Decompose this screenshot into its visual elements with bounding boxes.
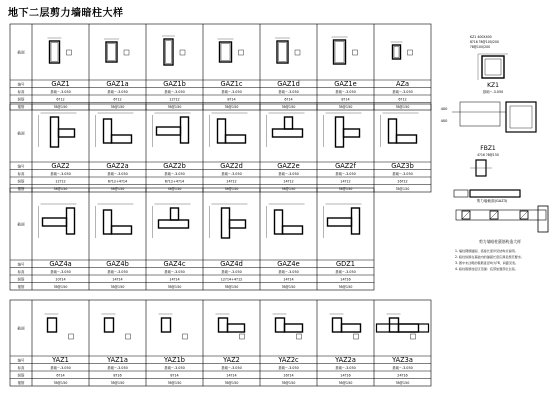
column-outline <box>157 127 181 135</box>
column-stirrup: ?8@150 <box>338 186 353 191</box>
column-outline <box>181 117 189 143</box>
column-outline <box>67 208 75 234</box>
grid-row-frame <box>10 24 431 110</box>
column-outline <box>228 324 245 332</box>
column-outline <box>226 135 246 143</box>
column-stirrup: ?8@150 <box>395 380 410 385</box>
column-rebar: 14?12 <box>226 179 237 184</box>
gaz3-wall <box>470 190 520 197</box>
column-outline <box>390 318 399 332</box>
column-elevation: 基础~-3.050 <box>221 89 242 94</box>
wall-symbol <box>240 334 245 339</box>
row-label-section: 截面 <box>17 222 25 227</box>
dimension-text: 400 <box>440 107 448 111</box>
column-name: GAZ2d <box>220 162 243 170</box>
column-elevation: 基础~-3.050 <box>392 89 413 94</box>
column-section-sketch <box>330 314 361 339</box>
column-name: GAZ2b <box>163 162 186 170</box>
column-rebar: 6?14 <box>284 97 293 102</box>
column-elevation: 基础~-3.050 <box>221 365 242 370</box>
column-name: GAZ1b <box>163 80 186 88</box>
column-rebar: 6?12 <box>398 97 407 102</box>
column-name: GAZ4b <box>106 260 129 268</box>
column-rebar: 8?14 <box>170 373 179 378</box>
row-label-rebar: 纵筋 <box>17 97 25 102</box>
column-elevation: 基础~-3.050 <box>335 269 356 274</box>
stirrup-outline <box>394 47 399 58</box>
column-outline <box>397 135 417 143</box>
column-section-sketch <box>210 113 248 147</box>
column-section-sketch <box>45 314 74 339</box>
column-name: GAZ2 <box>51 162 70 170</box>
column-outline <box>159 220 189 228</box>
column-rebar: 14?14 <box>283 277 294 282</box>
column-stirrup: ?8@150 <box>338 104 353 109</box>
column-section-sketch <box>96 113 134 147</box>
column-section-sketch <box>153 113 191 147</box>
column-section-sketch <box>210 204 248 238</box>
column-section-sketch <box>332 37 358 64</box>
column-stirrup: ?8@150 <box>110 284 125 289</box>
stirrup-outline <box>279 43 287 62</box>
column-elevation: 基础~-3.050 <box>107 365 128 370</box>
detail-note: 4. 暗柱箍筋加密区范围：底部加强部位全高。 <box>455 267 518 271</box>
column-outline <box>334 40 346 64</box>
column-stirrup: ?8@150 <box>281 284 296 289</box>
column-rebar: 14?16 <box>340 373 351 378</box>
column-outline <box>104 210 112 234</box>
column-outline <box>218 119 226 143</box>
wall-symbol <box>295 50 300 55</box>
column-name: GAZ4c <box>163 260 186 268</box>
wall-symbol <box>69 334 74 339</box>
column-name: YAZ1a <box>107 356 128 364</box>
detail-stirrup <box>510 106 532 128</box>
row-label-rebar: 纵筋 <box>17 373 25 378</box>
row-label-section: 截面 <box>17 131 25 136</box>
side-details <box>452 54 548 232</box>
column-name: GAZ4a <box>49 260 72 268</box>
detail-note: 1. 墙柱钢筋锚固、搭接长度详见结构总说明。 <box>455 249 518 253</box>
column-outline <box>220 42 232 62</box>
column-rebar: 8?14 <box>227 97 236 102</box>
column-rebar: 6?12+4?14 <box>107 179 128 184</box>
column-rebar: 6?14 <box>56 373 65 378</box>
gaz3-label: 剪力墙截面(GAZ3) <box>476 199 508 203</box>
column-elevation: 基础~-3.050 <box>335 171 356 176</box>
column-rebar: 6?12 <box>56 97 65 102</box>
column-name: GAZ3b <box>391 162 414 170</box>
column-name: GAZ1c <box>220 80 243 88</box>
wall-symbol <box>239 50 244 55</box>
kz1-stirrup <box>485 59 501 75</box>
column-section-sketch <box>39 204 77 238</box>
wall-symbol <box>354 334 359 339</box>
column-stirrup: ?8@150 <box>395 104 410 109</box>
column-outline <box>393 45 401 59</box>
column-outline <box>51 117 59 147</box>
column-stirrup: ?8@150 <box>110 104 125 109</box>
column-section-sketch <box>153 204 191 238</box>
column-rebar: 14?16 <box>340 277 351 282</box>
column-name: GDZ1 <box>336 260 355 268</box>
row-label-section: 截面 <box>17 326 25 331</box>
column-outline <box>104 119 112 143</box>
fbz1-label: FBZ1 <box>480 145 496 152</box>
column-elevation: 基础~-3.050 <box>50 89 71 94</box>
row-label-elev: 标高 <box>17 89 25 94</box>
stirrup-outline <box>221 44 230 61</box>
column-stirrup: ?8@150 <box>395 186 410 191</box>
column-outline <box>43 218 67 226</box>
kz1-note: ?8@100/200 <box>470 45 491 49</box>
column-section-sketch <box>159 314 188 339</box>
gaz3-end <box>454 190 468 197</box>
column-rebar: 6?12 <box>113 97 122 102</box>
column-rebar: 6?12+4?14 <box>164 179 185 184</box>
row-label-name: 编号 <box>17 262 25 267</box>
column-stirrup: ?8@150 <box>281 104 296 109</box>
row-label-elev: 标高 <box>17 171 25 176</box>
column-outline <box>230 220 246 228</box>
column-rebar: 24?16 <box>397 373 408 378</box>
column-name: YAZ1b <box>164 356 185 364</box>
column-stirrup: ?8@150 <box>53 380 68 385</box>
column-section-sketch <box>162 36 185 65</box>
wall-symbol <box>126 334 131 339</box>
column-section-sketch <box>102 314 131 339</box>
column-elevation: 基础~-3.050 <box>107 89 128 94</box>
detail-title: 剪力墙暗柱箍筋构造大样 <box>479 239 521 244</box>
column-outline <box>59 129 75 137</box>
column-name: GAZ1e <box>334 80 357 88</box>
stirrup-outline <box>166 41 172 64</box>
column-outline <box>342 324 361 332</box>
column-elevation: 基础~-3.050 <box>278 365 299 370</box>
hatch-line <box>462 211 470 219</box>
column-outline <box>352 208 360 234</box>
column-rebar: 12?14+4?12 <box>220 277 243 282</box>
column-outline <box>328 218 352 226</box>
wall-symbol <box>180 50 185 55</box>
column-outline <box>333 318 342 332</box>
column-rebar: 10?14 <box>55 277 66 282</box>
column-outline <box>171 208 179 220</box>
column-elevation: 基础~-3.050 <box>392 171 413 176</box>
column-stirrup: ?8@150 <box>224 284 239 289</box>
column-stirrup: ?8@150 <box>167 284 182 289</box>
column-rebar: 8?14 <box>341 97 350 102</box>
column-name: AZa <box>395 80 410 88</box>
wall-symbol <box>67 50 72 55</box>
wall-symbol <box>183 334 188 339</box>
stirrup-outline <box>51 43 58 62</box>
column-elevation: 基础~-3.050 <box>107 171 128 176</box>
dimension-text: 400 <box>440 119 448 123</box>
column-outline <box>222 208 230 238</box>
column-outline <box>276 318 285 332</box>
column-name: YAZ1 <box>52 356 69 364</box>
hatch-line <box>490 211 498 219</box>
column-name: GAZ4d <box>220 260 243 268</box>
column-section-sketch <box>267 113 305 147</box>
column-section-sketch <box>381 113 419 147</box>
column-section-sketch <box>48 38 72 63</box>
column-outline <box>389 119 397 143</box>
row-label-section: 截面 <box>17 50 25 55</box>
column-outline <box>344 129 360 137</box>
column-stirrup: ?8@150 <box>224 104 239 109</box>
column-name: YAZ2a <box>335 356 356 364</box>
column-stirrup: ?8@150 <box>224 380 239 385</box>
kz1-label: KZ1 <box>487 82 499 89</box>
column-section-sketch <box>96 204 134 238</box>
column-outline <box>273 129 303 137</box>
column-elevation: 基础~-3.050 <box>164 365 185 370</box>
column-outline <box>219 318 228 332</box>
detail-note: 2. 暗柱纵筋在基础内的锚固长度应满足规范要求。 <box>455 255 524 259</box>
column-stirrup: ?8@150 <box>53 186 68 191</box>
kz1-outline <box>482 56 504 78</box>
column-elevation: 基础~-3.050 <box>278 269 299 274</box>
row-label-elev: 标高 <box>17 269 25 274</box>
wall-symbol <box>297 334 302 339</box>
column-name: GAZ4e <box>277 260 300 268</box>
column-section-sketch <box>324 204 362 238</box>
kz1-elevation: 基础~-3.050 <box>482 90 504 94</box>
column-outline <box>275 210 283 234</box>
row-label-elev: 标高 <box>17 365 25 370</box>
column-rebar: 12?12 <box>55 179 66 184</box>
column-outline <box>285 324 303 332</box>
column-section-sketch <box>377 314 429 339</box>
column-outline <box>399 324 419 332</box>
column-section-sketch <box>273 314 303 339</box>
column-rebar: 14?12 <box>340 179 351 184</box>
detail-column <box>506 102 536 132</box>
column-name: GAZ1a <box>106 80 129 88</box>
column-outline <box>112 226 132 234</box>
kz1-note: 8?16 ?8@100/200 <box>470 40 499 44</box>
column-elevation: 基础~-3.050 <box>164 89 185 94</box>
column-stirrup: ?8@150 <box>281 186 296 191</box>
hatch-line <box>520 211 528 219</box>
row-label-stir: 箍筋 <box>17 380 25 385</box>
grid-row-frame <box>10 104 431 192</box>
column-rebar: 8?16 <box>113 373 122 378</box>
column-rebar: 12?12 <box>169 97 180 102</box>
column-elevation: 基础~-3.050 <box>335 89 356 94</box>
column-name: GAZ2f <box>335 162 356 170</box>
column-elevation: 基础~-3.050 <box>164 269 185 274</box>
column-name: YAZ3a <box>392 356 413 364</box>
column-section-sketch <box>39 113 77 147</box>
fbz1-note: 4?16 ?8@150 <box>477 153 499 157</box>
column-elevation: 基础~-3.050 <box>221 171 242 176</box>
column-name: GAZ2e <box>277 162 300 170</box>
column-stirrup: ?8@150 <box>338 380 353 385</box>
column-section-sketch <box>391 42 413 59</box>
column-outline <box>48 318 57 332</box>
column-stirrup: ?8@150 <box>167 104 182 109</box>
row-label-name: 编号 <box>17 358 25 363</box>
column-outline <box>377 324 429 332</box>
column-name: GAZ2a <box>106 162 129 170</box>
page-title: 地下二层剪力墙暗柱大样 <box>8 8 124 19</box>
row-label-stir: 箍筋 <box>17 186 25 191</box>
column-elevation: 基础~-3.050 <box>278 89 299 94</box>
column-stirrup: ?8@150 <box>110 186 125 191</box>
column-stirrup: ?8@150 <box>281 380 296 385</box>
column-stirrup: ?8@150 <box>338 284 353 289</box>
detail-frame <box>460 102 500 126</box>
column-elevation: 基础~-3.050 <box>221 269 242 274</box>
column-section-sketch <box>275 38 300 63</box>
detail-note: 3. 图中未注明的箍筋直径均为?8，间距见表。 <box>455 261 519 265</box>
row-label-stir: 箍筋 <box>17 104 25 109</box>
column-elevation: 基础~-3.050 <box>50 171 71 176</box>
column-outline <box>105 318 114 332</box>
column-stirrup: ?8@150 <box>53 104 68 109</box>
stirrup-outline <box>108 44 116 61</box>
column-elevation: 基础~-3.050 <box>392 365 413 370</box>
column-outline <box>285 117 293 129</box>
column-rebar: 14?14 <box>226 373 237 378</box>
row-label-rebar: 纵筋 <box>17 277 25 282</box>
column-rebar: 14?14 <box>112 277 123 282</box>
column-section-sketch <box>267 204 305 238</box>
column-rebar: 16?12 <box>397 179 408 184</box>
wall-symbol <box>124 50 129 55</box>
grid-row-frame <box>10 300 431 386</box>
column-outline <box>336 117 344 147</box>
wall-symbol <box>408 50 413 55</box>
column-outline <box>162 318 171 332</box>
column-name: GAZ1d <box>277 80 300 88</box>
column-rebar: 14?12 <box>283 179 294 184</box>
column-name: YAZ2 <box>223 356 240 364</box>
column-rebar: 16?14 <box>283 373 294 378</box>
column-elevation: 基础~-3.050 <box>164 171 185 176</box>
column-section-sketch <box>218 39 244 62</box>
stirrup-outline <box>335 42 344 63</box>
column-elevation: 基础~-3.050 <box>50 269 71 274</box>
column-rebar: 14?14 <box>169 277 180 282</box>
column-stirrup: ?8@150 <box>167 380 182 385</box>
row-label-name: 编号 <box>17 164 25 169</box>
column-stirrup: ?8@150 <box>110 380 125 385</box>
column-name: YAZ2c <box>278 356 299 364</box>
column-elevation: 基础~-3.050 <box>278 171 299 176</box>
wall-symbol <box>353 50 358 55</box>
column-stirrup: ?8@150 <box>224 186 239 191</box>
column-section-sketch <box>216 314 245 339</box>
column-outline <box>112 135 132 143</box>
row-label-name: 编号 <box>17 82 25 87</box>
column-section-sketch <box>324 113 362 147</box>
column-stirrup: ?8@150 <box>53 284 68 289</box>
column-name: GAZ1 <box>51 80 70 88</box>
row-label-stir: 箍筋 <box>17 284 25 289</box>
column-elevation: 基础~-3.050 <box>335 365 356 370</box>
row-label-rebar: 纵筋 <box>17 179 25 184</box>
kz1-note: KZ1 400X400 <box>470 35 492 39</box>
wall-symbol <box>411 334 416 339</box>
column-outline <box>283 226 303 234</box>
column-elevation: 基础~-3.050 <box>107 269 128 274</box>
column-stirrup: ?8@150 <box>167 186 182 191</box>
column-section-sketch <box>104 39 129 62</box>
column-elevation: 基础~-3.050 <box>50 365 71 370</box>
